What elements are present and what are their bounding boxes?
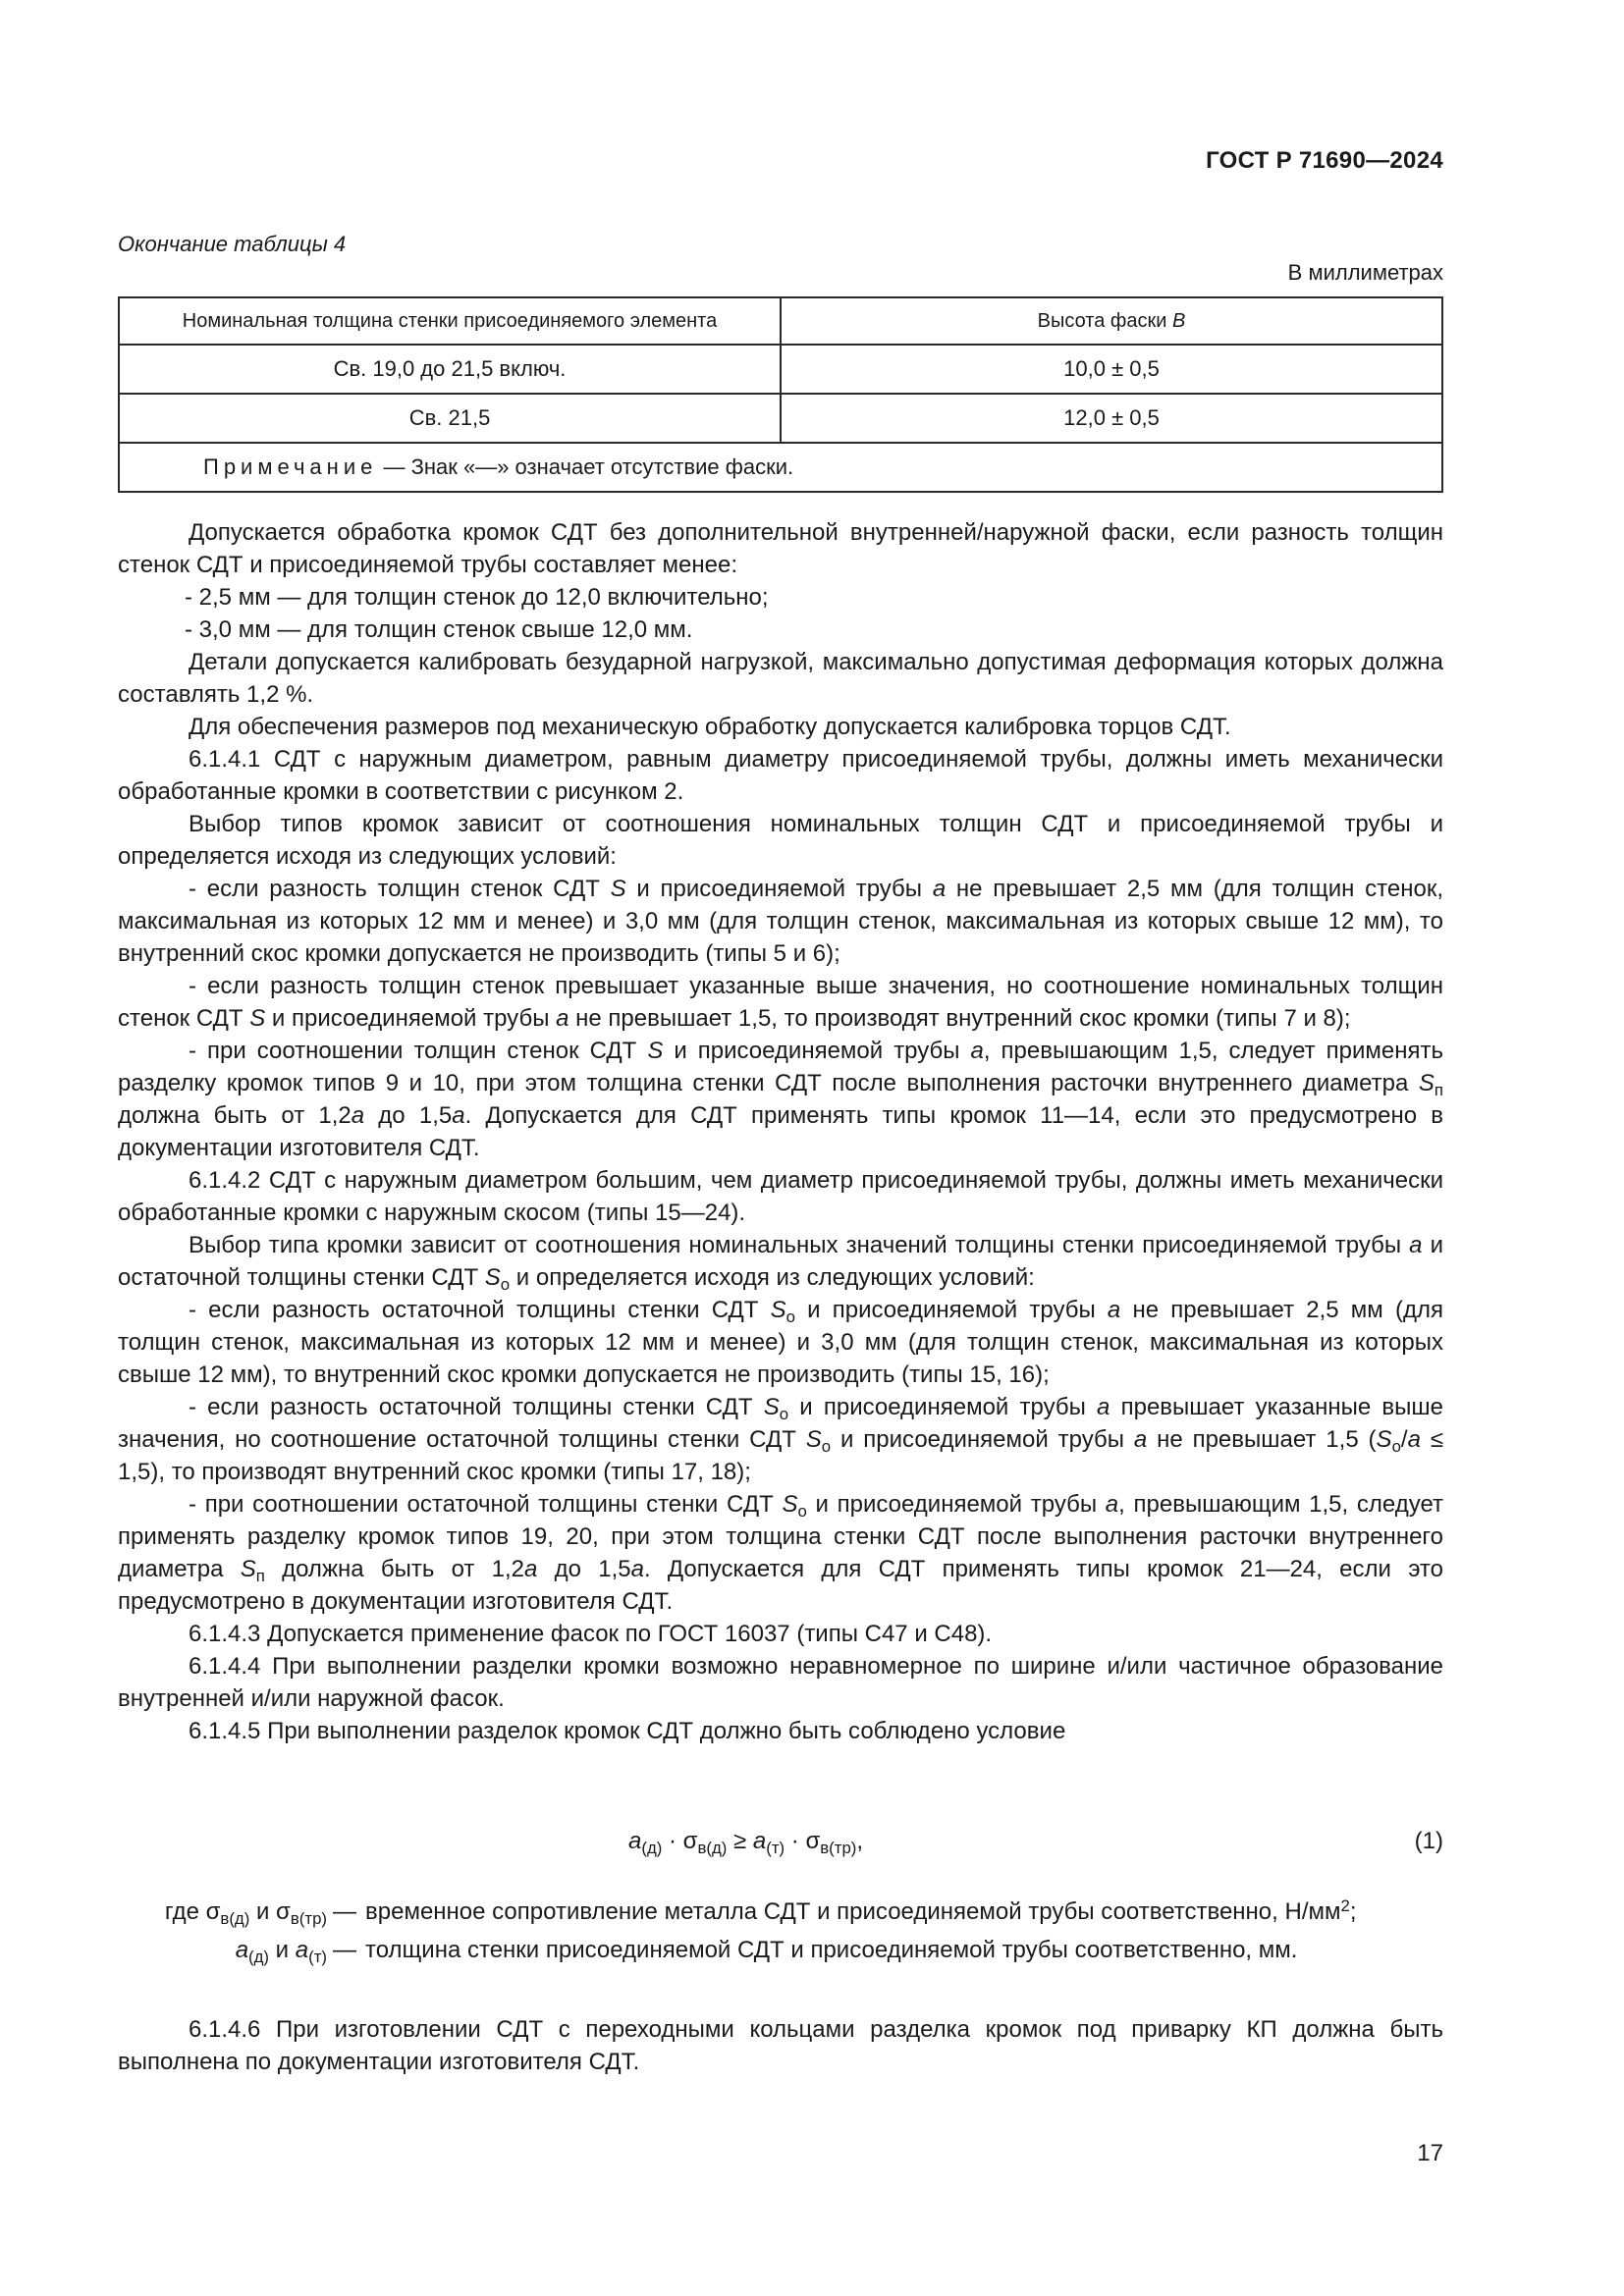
- body-text: [118, 516, 1443, 1747]
- formula-legend: [118, 1896, 1443, 1973]
- formula-number: (1): [1414, 1828, 1443, 1854]
- paragraph: Выбор типов кромок зависит от соотношения номинальных толщин СДТ и присоединяемой трубы и определяется исходя из следующих условий:: [118, 811, 1443, 870]
- table-cell: Св. 21,5: [119, 394, 781, 443]
- table-cell: 10,0 ± 0,5: [781, 345, 1442, 394]
- list-item: - если разность остаточной толщины стенки СДТ $S_о$ и присоединяемой трубы a не превышает 2,5 мм (для толщин стенок, максимальная из которых 12 мм и менее) и 3,0 мм (для толщин стенок, максимальная из которых свыше 12 мм), то внутренний скос кромки допускается не производить (типы 15, 16);: [118, 1297, 1443, 1388]
- paragraph: 6.1.4.2 СДТ с наружным диаметром большим, чем диаметр присоединяемой трубы, должны иметь механически обработанные кромки с наружным скосом (типы 15—24).: [118, 1167, 1443, 1226]
- list-item: - если разность остаточной толщины стенки СДТ $S_о$ и присоединяемой трубы a превышает указанные выше значения, но соотношение остаточной толщины стенки СДТ $S_о$ и присоединяемой трубы a не превышает 1,5 $(S_о/a \le 1,5)$, то производят внутренний скос кромки (типы 17, 18);: [118, 1394, 1443, 1485]
- table-caption: Окончание таблицы 4: [118, 232, 347, 256]
- legend-row: [118, 1896, 1443, 1927]
- list-item: - при соотношении остаточной толщины стенки СДТ $S_о$ и присоединяемой трубы a, превышающим 1,5, следует применять разделку кромок типов 19, 20, при этом толщина стенки СДТ после выполнения расточки внутреннего диаметра $S_п$ должна быть от 1,2a до 1,5a. Допускается для СДТ применять типы кромок 21—24, если это предусмотрено в документации изготовителя СДТ.: [118, 1491, 1443, 1615]
- legend-dash: —: [333, 1937, 356, 1963]
- legend-row: [118, 1935, 1443, 1965]
- paragraph: 6.1.4.3 Допускается применение фасок по ГОСТ 16037 (типы С47 и С48).: [189, 1621, 993, 1647]
- paragraph: Допускается обработка кромок СДТ без дополнительной внутренней/наружной фаски, если разность толщин стенок СДТ и присоединяемой трубы составляет менее:: [118, 519, 1443, 578]
- legend-definition: временное сопротивление металла СДТ и присоединяемой трубы соответственно, $Н/мм^2$;: [365, 1896, 1357, 1925]
- list-item: - при соотношении толщин стенок СДТ S и присоединяемой трубы a, превышающим 1,5, следует применять разделку кромок типов 9 и 10, при этом толщина стенки СДТ после выполнения расточки внутреннего диаметра $S_п$ должна быть от 1,2a до 1,5a. Допускается для СДТ применять типы кромок 11—14, если это предусмотрено в документации изготовителя СДТ.: [118, 1038, 1443, 1161]
- table-note-row: [119, 443, 1442, 492]
- table-row: [119, 345, 1442, 394]
- formula-1: [118, 1828, 1443, 1867]
- legend-symbol: $a_{(д)}$ и $a_{(т)}$: [235, 1937, 327, 1966]
- paragraph: Детали допускается калибровать безударной нагрузкой, максимально допустимая деформация которых должна составлять 1,2 %.: [118, 649, 1443, 708]
- legend-dash: —: [333, 1898, 356, 1925]
- paragraph: 6.1.4.6 При изготовлении СДТ с переходными кольцами разделка кромок под приварку КП должна быть выполнена по документации изготовителя СДТ.: [118, 2016, 1443, 2075]
- document-code: ГОСТ Р 71690—2024: [1206, 147, 1443, 174]
- paragraph: 6.1.4.5 При выполнении разделок кромок СДТ должно быть соблюдено условие: [189, 1718, 1066, 1744]
- paragraph: Для обеспечения размеров под механическую обработку допускается калибровка торцов СДТ.: [189, 714, 1231, 740]
- table-units: В миллиметрах: [1287, 260, 1443, 285]
- table-header-row: [119, 297, 1442, 345]
- table-header-cell: Высота фаски B: [781, 297, 1442, 345]
- table-cell: 12,0 ± 0,5: [781, 394, 1442, 443]
- table-cell: Св. 19,0 до 21,5 включ.: [119, 345, 781, 394]
- legend-definition: толщина стенки присоединяемой СДТ и присоединяемой трубы соответственно, мм.: [365, 1937, 1298, 1963]
- chamfer-table: [118, 296, 1443, 493]
- table-note: Примечание — Знак «—» означает отсутствие фаски.: [119, 443, 1442, 492]
- paragraph: Выбор типа кромки зависит от соотношения номинальных значений толщины стенки присоединяемой трубы a и остаточной толщины стенки СДТ $S_о$ и определяется исходя из следующих условий:: [118, 1232, 1444, 1294]
- list-item: - если разность толщин стенок СДТ S и присоединяемой трубы a не превышает 2,5 мм (для толщин стенок, максимальная из которых 12 мм и менее) и 3,0 мм (для толщин стенок, максимальная из которых свыше 12 мм), то внутренний скос кромки допускается не производить (типы 5 и 6);: [118, 876, 1443, 967]
- paragraph: 6.1.4.1 СДТ с наружным диаметром, равным диаметру присоединяемой трубы, должны иметь механически обработанные кромки в соответствии с рисунком 2.: [118, 746, 1443, 805]
- table-row: [119, 394, 1442, 443]
- list-item: - если разность толщин стенок превышает указанные выше значения, но соотношение номинальных толщин стенок СДТ S и присоединяемой трубы a не превышает 1,5, то производят внутренний скос кромки (типы 7 и 8);: [118, 973, 1443, 1032]
- page-number: 17: [1417, 2140, 1443, 2166]
- body-text-end: [118, 2013, 1443, 2078]
- formula-expression: $a_{(д)} \cdot \sigma_{в(д)} \ge a_{(т)} \cdot \sigma_{в(тр)}$,: [628, 1828, 864, 1857]
- table-header-cell: Номинальная толщина стенки присоединяемого элемента: [119, 297, 781, 345]
- list-item: - 2,5 мм — для толщин стенок до 12,0 включительно;: [185, 584, 769, 611]
- list-item: - 3,0 мм — для толщин стенок свыше 12,0 мм.: [185, 616, 693, 643]
- legend-symbol: где $\sigma_{в(д)}$ и $\sigma_{в(тр)}$: [164, 1898, 327, 1928]
- paragraph: 6.1.4.4 При выполнении разделки кромки возможно неравномерное по ширине и/или частичное образование внутренней и/или наружной фасок.: [118, 1653, 1443, 1712]
